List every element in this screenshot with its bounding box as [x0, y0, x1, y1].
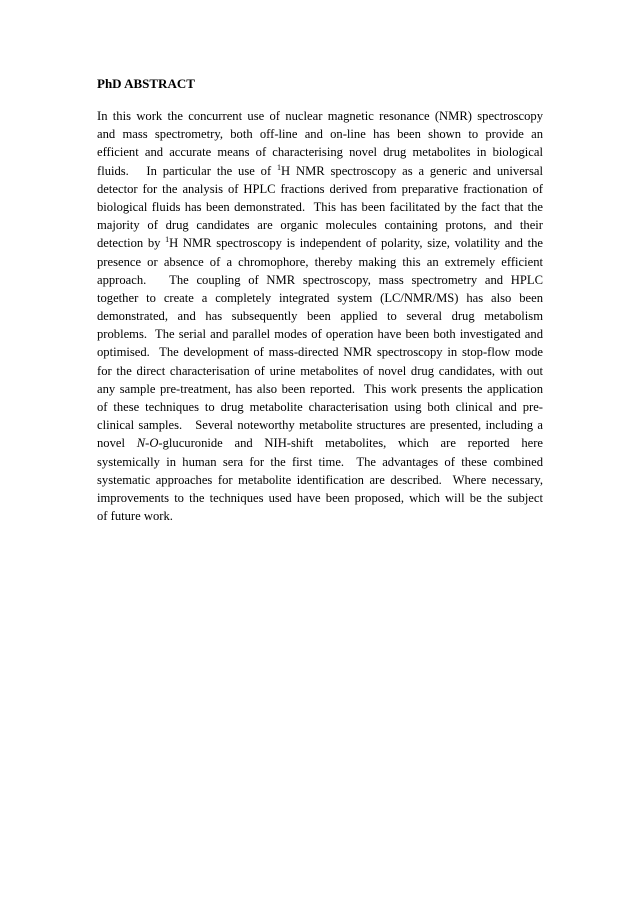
abstract-line: fluids. In particular the use of $^1$H NMR spectroscopy as a generic and universal	[97, 162, 543, 178]
isotope-superscript: 1	[277, 162, 282, 172]
abstract-line: majority of drug candidates are organic molecules containing protons, and their	[97, 218, 543, 233]
abstract-line: novel N-O-glucuronide and NIH-shift metabolites, which are reported here	[97, 436, 543, 451]
italic-term: N-O	[136, 436, 159, 451]
abstract-line: systematic approaches for metabolite identification are described. Where necessary,	[97, 472, 543, 487]
abstract-line: together to create a completely integrated system (LC/NMR/MS) has also been	[97, 290, 543, 305]
abstract-line: of future work.	[97, 509, 173, 524]
abstract-body	[97, 107, 543, 525]
abstract-line: presence or absence of a chromophore, thereby making this an extremely efficient	[97, 254, 543, 269]
abstract-title: PhD ABSTRACT	[97, 76, 195, 91]
abstract-line: improvements to the techniques used have been proposed, which will be the subject	[97, 490, 543, 505]
abstract-line: and mass spectrometry, both off-line and on-line has been shown to provide an	[97, 127, 543, 142]
abstract-line: clinical samples. Several noteworthy metabolite structures are presented, including a	[97, 418, 543, 433]
abstract-line: for the direct characterisation of urine metabolites of novel drug candidates, with out	[97, 363, 543, 378]
abstract-line: biological fluids has been demonstrated. This has been facilitated by the fact that the	[97, 199, 543, 214]
abstract-line: demonstrated, and has subsequently been applied to several drug metabolism	[97, 309, 543, 324]
abstract-line: detection by $^1$H NMR spectroscopy is independent of polarity, size, volatility and the	[97, 235, 543, 251]
abstract-line: any sample pre-treatment, has also been reported. This work presents the application	[97, 381, 543, 396]
abstract-line: systemically in human sera for the first time. The advantages of these combined	[97, 454, 543, 469]
abstract-line: approach. The coupling of NMR spectroscopy, mass spectrometry and HPLC	[97, 272, 543, 287]
isotope-superscript: 1	[165, 235, 170, 245]
abstract-line: In this work the concurrent use of nuclear magnetic resonance (NMR) spectroscopy	[97, 109, 543, 123]
abstract-line: efficient and accurate means of characterising novel drug metabolites in biological	[97, 145, 543, 160]
abstract-line: detector for the analysis of HPLC fractions derived from preparative fractionation of	[97, 181, 543, 196]
abstract-line: of these techniques to drug metabolite characterisation using both clinical and pre-	[97, 400, 543, 414]
abstract-line: optimised. The development of mass-directed NMR spectroscopy in stop-flow mode	[97, 345, 543, 360]
abstract-line: problems. The serial and parallel modes of operation have been both investigated and	[97, 327, 543, 342]
